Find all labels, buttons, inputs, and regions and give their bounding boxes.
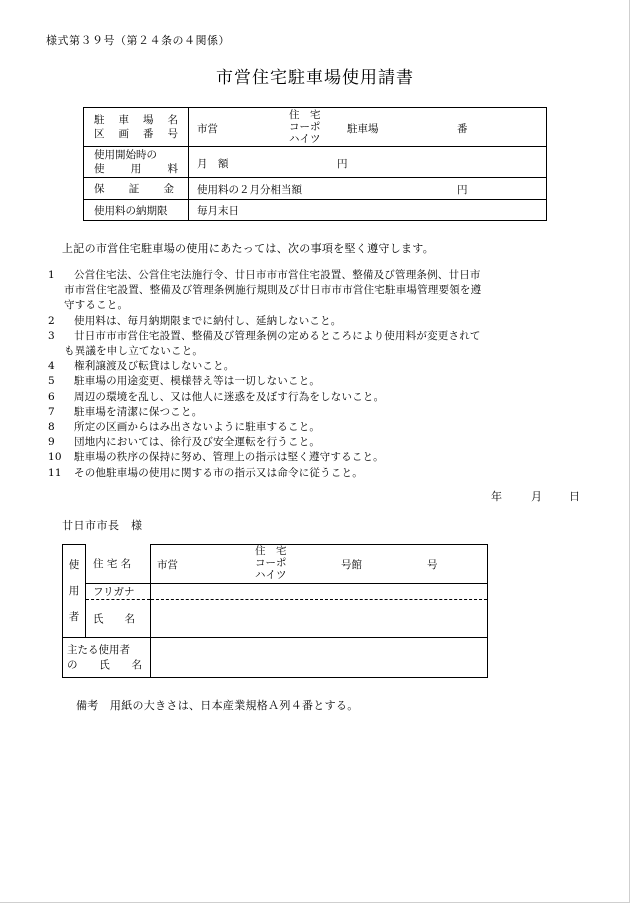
parking-info-table [83,107,547,221]
city-prefix: 市営 [197,123,218,135]
parking-name-label-cell [84,108,189,147]
furigana-value-cell[interactable] [151,584,488,600]
parking-name-label: 駐 車 場 名 [94,114,178,126]
due-date-value-cell [189,200,547,221]
addressee: 廿日市市長 様 [62,519,143,532]
house-type-option-2: コーポ [255,557,287,569]
house-city-prefix: 市営 [157,559,178,571]
deposit-value: 使用料の２月分相当額 [197,184,302,196]
remarks-note: 備考 用紙の大きさは、日本産業規格Ａ列４番とする。 [76,699,359,712]
fee-yen-suffix: 円 [337,158,348,170]
intro-statement: 上記の市営住宅駐車場の使用にあたっては、次の事項を堅く遵守します。 [62,242,435,255]
deposit-label-cell [84,178,189,200]
section-number-suffix: 番 [457,123,468,135]
parking-suffix: 駐車場 [347,123,379,135]
due-date-label: 使用料の納期限 [94,204,168,217]
date-day: 日 [569,490,580,503]
house-name-value-cell[interactable] [151,545,488,584]
name-value-cell[interactable] [151,600,488,638]
date-year: 年 [491,490,502,503]
list-item: 8 所定の区画からはみ出さないように駐車すること。 [48,421,321,434]
main-user-value-cell[interactable] [151,638,488,678]
usage-fee-label: 使 用 料 [94,163,178,175]
house-type-option-3: ハイツ [255,569,287,581]
page-title: 市営住宅駐車場使用請書 [216,68,414,88]
usage-start-label: 使用開始時の [94,149,157,161]
list-item: 11 その他駐車場の使用に関する市の指示又は命令に従うこと。 [48,466,363,479]
housing-type-option-1: 住 宅 [289,109,321,121]
main-user-label-cell [63,638,151,678]
rules-list [48,268,588,481]
deposit-yen-suffix: 円 [457,184,468,196]
monthly-amount-label: 月 額 [197,158,229,170]
list-item: 1 公営住宅法、公営住宅法施行令、廿日市市市営住宅設置、整備及び管理条例、廿日市 市市営住宅設置、整備及び管理条例施行規則及び廿日市市市営住宅駐車場管理要領を遵 守すること。 [48,269,482,312]
name-label: 氏 名 [93,613,135,625]
user-info-table [62,544,488,678]
usage-fee-label-cell [84,147,189,178]
list-item: 5 駐車場の用途変更、模様替え等は一切しないこと。 [48,375,321,388]
parking-name-value-cell[interactable] [189,108,547,147]
list-item: 10 駐車場の秩序の保持に努め、管理上の指示は堅く遵守すること。 [48,451,384,464]
housing-type-option-3: ハイツ [289,133,321,145]
list-item: 3 廿日市市市営住宅設置、整備及び管理条例の定めるところにより使用料が変更されて も異議を申し立てないこと。 [48,329,481,358]
house-name-label-cell [86,545,151,584]
form-number: 様式第３９号（第２４条の４関係） [46,34,230,47]
house-type-option-1: 住 宅 [255,545,287,557]
deposit-value-cell[interactable] [189,178,547,200]
usage-fee-value-cell[interactable] [189,147,547,178]
due-date-value: 毎月末日 [197,204,239,217]
due-date-label-cell [84,200,189,221]
name-label-cell [86,600,151,638]
user-side-label: 使 用 者 [63,545,86,638]
unit-suffix: 号 [427,559,438,571]
housing-type-option-2: コーポ [289,121,321,133]
furigana-label: フリガナ [93,586,135,598]
list-item: 6 周辺の環境を乱し、又は他人に迷惑を及ぼす行為をしないこと。 [48,390,385,403]
main-user-label-b: の 氏 名 [67,658,142,671]
building-suffix: 号館 [341,559,362,571]
section-number-label: 区 画 番 号 [94,128,178,140]
furigana-label-cell [86,584,151,600]
list-item: 4 権利譲渡及び転貸はしないこと。 [48,360,235,373]
date-month: 月 [531,490,542,503]
deposit-label: 保 証 金 [94,182,174,195]
house-name-label: 住 宅 名 [93,558,132,571]
list-item: 2 使用料は、毎月納期限までに納付し、延納しないこと。 [48,314,342,327]
main-user-label-a: 主たる使用者 [67,643,130,656]
list-item: 7 駐車場を清潔に保つこと。 [48,405,203,418]
list-item: 9 団地内においては、徐行及び安全運転を行うこと。 [48,436,321,449]
